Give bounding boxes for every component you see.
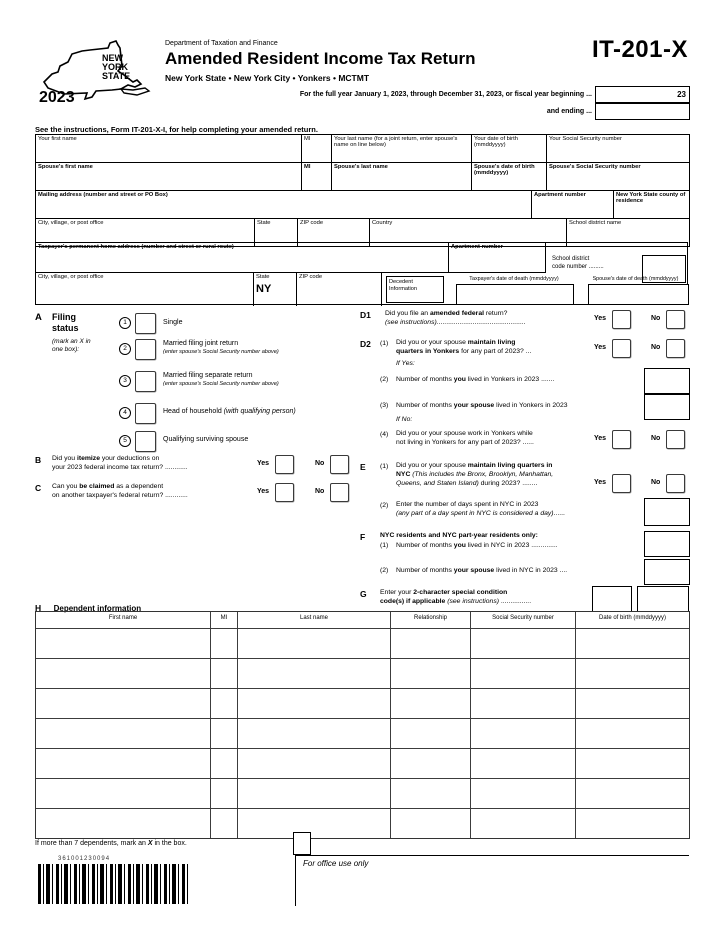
dependent-cell[interactable]: [576, 809, 689, 838]
your-dob-label: Your date of birth (mmddyyyy): [474, 136, 518, 149]
filing-option-4-label-main: Head of household: [163, 408, 224, 415]
section-e-item1-yes-checkbox[interactable]: [612, 474, 631, 493]
your-mi-label: MI: [304, 136, 311, 142]
school-code-label-line1: School district: [552, 256, 590, 262]
identification-block: [35, 134, 690, 247]
section-d2-item1-line2: quarters in Yonkers for any part of 2023? ...: [396, 348, 532, 355]
decedent-info-cell: [386, 276, 444, 303]
section-d2-item2-line: Number of months you lived in Yonkers in 2023 .......: [396, 376, 555, 383]
decedent-label-line2: Information: [389, 286, 417, 292]
permanent-address-block: [35, 242, 688, 305]
dependent-cell[interactable]: [471, 749, 576, 778]
dependent-column-header: MI: [211, 612, 238, 628]
filing-option-3-note: (enter spouse's Social Security number above): [163, 381, 279, 387]
taxpayer-dod-box[interactable]: [456, 284, 574, 305]
section-d2-item3-line: Number of months your spouse lived in Yonkers in 2023: [396, 402, 568, 409]
filing-option-3-checkbox[interactable]: [135, 371, 156, 392]
section-e-item1-line3: Queens, and Staten Island) during 2023? ........: [396, 480, 538, 487]
section-e-letter: E: [360, 462, 366, 472]
dependent-cell[interactable]: [391, 659, 471, 688]
your-last-name-input[interactable]: [332, 144, 471, 162]
section-e-item2-number: (2): [380, 502, 389, 509]
apartment2-input[interactable]: [449, 252, 545, 272]
g-special-condition-box-1[interactable]: [592, 586, 632, 612]
filing-option-3-number: 3: [119, 375, 131, 387]
filing-option-3-label: Married filing separate return: [163, 372, 253, 379]
section-c-line1: Can you be claimed as a dependent: [52, 483, 164, 490]
section-d2-if-no: If No:: [396, 416, 413, 423]
section-d2-item2-number: (2): [380, 376, 389, 383]
section-d2-item1-no-label: No: [651, 344, 661, 351]
spouse-first-name-label: Spouse's first name: [38, 164, 93, 170]
section-d1-letter: D1: [360, 310, 371, 320]
dependent-column-header: First name: [36, 612, 211, 628]
dependent-cell[interactable]: [576, 719, 689, 748]
section-d1-no-checkbox[interactable]: [666, 310, 685, 329]
dependent-cell[interactable]: [471, 659, 576, 688]
mailing-address-cell: [36, 191, 531, 218]
section-d2-item1-no-checkbox[interactable]: [666, 339, 685, 358]
dependent-cell[interactable]: [391, 779, 471, 808]
g-special-condition-box-2[interactable]: [637, 586, 689, 612]
zip2-cell: [297, 273, 382, 306]
fiscal-year-line2: and ending ...: [546, 108, 592, 115]
dependent-cell[interactable]: [36, 719, 211, 748]
section-f-item2-line: Number of months your spouse lived in NYC in 2023 ....: [396, 567, 568, 574]
dependent-cell[interactable]: [471, 809, 576, 838]
filing-option-4-label: [163, 408, 296, 415]
your-ssn-input[interactable]: [547, 144, 689, 162]
section-e-item2-line1: Enter the number of days spent in NYC in 2023: [396, 501, 539, 508]
section-d1-yes-label: Yes: [594, 315, 607, 322]
section-b-no-checkbox[interactable]: [330, 455, 349, 474]
taxpayer-dod-label: Taxpayer's date of death (mmddyyyy): [469, 276, 559, 282]
dependent-cell[interactable]: [211, 779, 238, 808]
dependent-cell[interactable]: [471, 629, 576, 658]
section-b-letter: B: [35, 455, 42, 465]
section-c-no-checkbox[interactable]: [330, 483, 349, 502]
logo-text-york: YORK: [102, 62, 129, 72]
more-dependents-note: If more than 7 dependents, mark an X in the box.: [35, 840, 187, 847]
spouse-ssn-label: Spouse's Social Security number: [549, 164, 641, 170]
section-g-line1: Enter your 2-character special condition: [380, 589, 508, 596]
dependent-cell[interactable]: [238, 629, 391, 658]
your-ssn-cell: [546, 135, 689, 162]
fiscal-end-box[interactable]: [595, 103, 690, 120]
spouse-dob-input[interactable]: [472, 172, 546, 190]
filing-option-1-number: 1: [119, 317, 131, 329]
section-d2-item4-line1: Did you or your spouse work in Yonkers while: [396, 430, 533, 437]
dependent-cell[interactable]: [211, 809, 238, 838]
dependent-row: [36, 658, 689, 688]
section-d2-item1-yes-checkbox[interactable]: [612, 339, 631, 358]
dependent-cell[interactable]: [576, 749, 689, 778]
state2-cell: [254, 273, 297, 306]
school-code-label: [552, 255, 604, 271]
more-dependents-checkbox[interactable]: [293, 832, 311, 855]
permanent-address-input[interactable]: [36, 252, 448, 272]
dependent-column-header: Last name: [238, 612, 391, 628]
row-spouse-name: [36, 162, 689, 190]
logo-text-new: NEW: [102, 53, 123, 63]
section-c-yes-label: Yes: [257, 488, 270, 495]
section-g-letter: G: [360, 589, 367, 599]
fiscal-begin-value: 23: [677, 90, 686, 99]
dependent-cell[interactable]: [576, 689, 689, 718]
filing-option-5-checkbox[interactable]: [135, 431, 156, 452]
spouse-last-name-input[interactable]: [332, 172, 471, 190]
spouse-last-name-cell: [331, 163, 471, 190]
county-cell: [613, 191, 689, 218]
filing-status-note: (mark an X in one box):: [52, 338, 91, 353]
spouse-dob-cell: [471, 163, 546, 190]
filing-status-title-line1: Filing: [52, 312, 76, 322]
country-label: Country: [372, 220, 393, 226]
city2-cell: [36, 273, 254, 306]
dependent-cell[interactable]: [211, 719, 238, 748]
dependent-cell[interactable]: [211, 689, 238, 718]
your-ssn-label: Your Social Security number: [549, 136, 622, 142]
section-b-no-label: No: [315, 460, 325, 467]
county-input[interactable]: [614, 200, 689, 218]
school-code-label-line2: code number .........: [552, 264, 604, 270]
section-d2-item3-number: (3): [380, 402, 389, 409]
filing-option-5-label: Qualifying surviving spouse: [163, 436, 249, 443]
dependent-row: [36, 808, 689, 838]
dependent-column-header: Date of birth (mmddyyyy): [598, 615, 667, 621]
your-last-name-cell: [331, 135, 471, 162]
dependent-cell[interactable]: [238, 809, 391, 838]
your-mi-input[interactable]: [302, 144, 331, 162]
your-dob-cell: [471, 135, 546, 162]
filing-option-1-label: Single: [163, 319, 183, 326]
section-e-item1-no-checkbox[interactable]: [666, 474, 685, 493]
office-use-label: For office use only: [303, 859, 369, 868]
section-e-item1-no-label: No: [651, 479, 661, 486]
filing-option-2-note: (enter spouse's Social Security number above): [163, 349, 279, 355]
section-d2-item4-line2: not living in Yonkers for any part of 2023? ......: [396, 439, 534, 446]
dependent-row: [36, 748, 689, 778]
city2-input[interactable]: [36, 282, 253, 306]
dependent-cell[interactable]: [238, 659, 391, 688]
zip-label: ZIP code: [300, 220, 324, 226]
e2-days-nyc-box[interactable]: [644, 498, 690, 526]
dependent-cell[interactable]: [211, 659, 238, 688]
apartment-label: Apartment number: [534, 192, 586, 198]
filing-option-1-checkbox[interactable]: [135, 313, 156, 334]
your-first-name-input[interactable]: [36, 144, 301, 162]
section-d2-item4-no-checkbox[interactable]: [666, 430, 685, 449]
f1-months-you-nyc-box[interactable]: [644, 531, 690, 557]
section-b-yes-checkbox[interactable]: [275, 455, 294, 474]
zip2-label: ZIP code: [299, 274, 323, 280]
spouse-mi-input[interactable]: [302, 172, 331, 190]
spouse-first-name-input[interactable]: [36, 172, 301, 190]
section-d2-letter: D2: [360, 339, 371, 349]
section-d2-item4-yes-label: Yes: [594, 435, 607, 442]
dependent-cell[interactable]: [238, 779, 391, 808]
right-question-column: [360, 303, 688, 618]
section-e-item1-number: (1): [380, 463, 389, 470]
dependent-cell[interactable]: [36, 689, 211, 718]
row-mailing-address: [36, 190, 689, 218]
permanent-address-cell: [36, 243, 449, 273]
form-title: Amended Resident Income Tax Return: [165, 49, 476, 68]
section-c-line2: on another taxpayer's federal return? ............: [52, 492, 188, 499]
section-f-item1-line: Number of months you lived in NYC in 2023 ..............: [396, 542, 558, 549]
section-d1-yes-checkbox[interactable]: [612, 310, 631, 329]
dependent-cell[interactable]: [36, 629, 211, 658]
filing-option-5-number: 5: [119, 435, 131, 447]
section-a-letter: A: [35, 312, 42, 323]
dependent-table: [35, 611, 690, 839]
section-c-no-label: No: [315, 488, 325, 495]
apartment-cell: [531, 191, 613, 218]
section-d2-item1-line1: Did you or your spouse maintain living: [396, 339, 516, 346]
dependent-row: [36, 778, 689, 808]
dependent-cell[interactable]: [238, 749, 391, 778]
barcode-number: 361001230094: [58, 856, 111, 862]
dependent-cell[interactable]: [391, 749, 471, 778]
barcode: [38, 864, 188, 904]
spouse-dob-label: Spouse's date of birth (mmddyyyy): [474, 164, 535, 177]
dependent-table-body: [36, 628, 689, 838]
form-subtitle: New York State • New York City • Yonkers • MCTMT: [165, 73, 370, 83]
section-d1-line2: (see instructions)...............................................: [385, 319, 526, 326]
section-d2-item4-yes-checkbox[interactable]: [612, 430, 631, 449]
section-d2-if-yes: If Yes:: [396, 360, 415, 367]
spouse-dod-box[interactable]: [588, 284, 689, 305]
city-label: City, village, or post office: [38, 220, 104, 226]
your-last-name-label: Your last name (for a joint return, enter spouse's name on line below): [334, 136, 458, 149]
section-d2-item4-number: (4): [380, 431, 389, 438]
state2-label: State: [256, 274, 270, 280]
section-c-letter: C: [35, 483, 42, 493]
spouse-dod-label: Spouse's date of death (mmddyyyy): [592, 276, 679, 282]
section-h-title: Dependent information: [53, 604, 142, 613]
dependent-cell[interactable]: [576, 779, 689, 808]
section-d2-item1-number: (1): [380, 340, 389, 347]
dependent-cell[interactable]: [36, 779, 211, 808]
dependent-row: [36, 688, 689, 718]
dependent-cell[interactable]: [391, 719, 471, 748]
apartment2-label: Apartment number: [451, 244, 503, 250]
section-e-item1-line2: NYC (This includes the Bronx, Brooklyn, Manhattan,: [396, 471, 554, 478]
section-e-item1-line1: Did you or your spouse maintain living quarters in: [396, 462, 553, 469]
section-b-line2: your 2023 federal income tax return? ............: [52, 464, 188, 471]
dependent-cell[interactable]: [36, 749, 211, 778]
f2-months-spouse-nyc-box[interactable]: [644, 559, 690, 585]
d2-months-spouse-yonkers-box[interactable]: [644, 394, 690, 420]
form-id: IT-201-X: [591, 36, 688, 63]
section-f-letter: F: [360, 532, 366, 542]
filing-option-2-label: Married filing joint return: [163, 340, 239, 347]
dependent-cell[interactable]: [36, 809, 211, 838]
mailing-address-label: Mailing address (number and street or PO Box): [38, 192, 168, 198]
dependent-cell[interactable]: [238, 719, 391, 748]
spouse-ssn-input[interactable]: [547, 172, 689, 190]
spouse-first-name-cell: [36, 163, 301, 190]
logo-text-state: STATE: [102, 71, 131, 81]
section-d2-item1-yes-label: Yes: [594, 344, 607, 351]
dependent-cell[interactable]: [36, 659, 211, 688]
dependent-cell[interactable]: [576, 659, 689, 688]
fiscal-begin-box[interactable]: [595, 86, 690, 103]
section-e-item2-line2: (any part of a day spent in NYC is considered a day)......: [396, 510, 565, 517]
dependent-cell[interactable]: [471, 779, 576, 808]
state2-value: NY: [256, 283, 272, 295]
filing-option-2-number: 2: [119, 343, 131, 355]
section-h-letter: H: [35, 603, 42, 613]
logo-year: 2023: [39, 89, 75, 106]
dependent-cell[interactable]: [471, 689, 576, 718]
filing-option-2-checkbox[interactable]: [135, 339, 156, 360]
spouse-ssn-cell: [546, 163, 689, 190]
spouse-mi-label: MI: [304, 164, 311, 170]
county-label: New York State county of residence: [616, 192, 686, 205]
filing-option-4-number: 4: [119, 407, 131, 419]
section-d1-line1: Did you file an amended federal return?: [385, 310, 508, 317]
spouse-mi-cell: [301, 163, 331, 190]
dependent-cell[interactable]: [391, 809, 471, 838]
your-dob-input[interactable]: [472, 144, 546, 162]
apartment-input[interactable]: [532, 200, 613, 218]
section-b-line1: Did you itemize your deductions on: [52, 455, 160, 462]
your-first-name-label: Your first name: [38, 136, 77, 142]
dependent-table-head: [36, 612, 689, 628]
section-f-item1-number: (1): [380, 542, 389, 549]
section-g-line2: code(s) if applicable (see instructions) ................: [380, 598, 532, 605]
section-d1-no-label: No: [651, 315, 661, 322]
dependent-cell[interactable]: [471, 719, 576, 748]
apartment2-cell: [449, 243, 546, 273]
filing-option-4-label-note: (with qualifying person): [223, 408, 296, 415]
dependent-cell[interactable]: [391, 629, 471, 658]
d2-months-you-yonkers-box[interactable]: [644, 368, 690, 394]
office-use-box: [295, 855, 689, 906]
your-first-name-cell: [36, 135, 301, 162]
section-e-item1-yes-label: Yes: [594, 479, 607, 486]
dependent-row: [36, 718, 689, 748]
section-d2-item4-no-label: No: [651, 435, 661, 442]
instructions-line: See the instructions, Form IT-201-X-I, for help completing your amended return.: [35, 125, 318, 134]
city2-label: City, village, or post office: [38, 274, 104, 280]
row-your-name: [36, 135, 689, 162]
your-mi-cell: [301, 135, 331, 162]
section-f-item2-number: (2): [380, 567, 389, 574]
section-c-yes-checkbox[interactable]: [275, 483, 294, 502]
section-a-filing-status: [35, 305, 363, 515]
decedent-label-line1: Decedent: [389, 279, 413, 285]
department-line: Department of Taxation and Finance: [165, 40, 278, 47]
permanent-address-label: Taxpayer's permanent home address (number and street or rural route): [38, 244, 234, 250]
spouse-last-name-label: Spouse's last name: [334, 164, 388, 170]
section-f-title: NYC residents and NYC part-year residents only:: [380, 532, 538, 539]
dependent-cell[interactable]: [576, 629, 689, 658]
dependent-column-header: Social Security number: [471, 612, 576, 628]
dependent-cell[interactable]: [211, 749, 238, 778]
fiscal-year-line1: For the full year January 1, 2023, through December 31, 2023, or fiscal year beginning ...: [299, 91, 592, 98]
mailing-address-input[interactable]: [36, 200, 531, 218]
school-district-label: School district name: [569, 220, 622, 226]
filing-status-title-line2: status: [52, 323, 79, 333]
ny-state-logo: [36, 36, 162, 108]
dependent-cell[interactable]: [391, 689, 471, 718]
dependent-cell[interactable]: [238, 689, 391, 718]
dependent-cell[interactable]: [211, 629, 238, 658]
section-b-yes-label: Yes: [257, 460, 270, 467]
dependent-column-header: Relationship: [391, 612, 471, 628]
filing-option-4-checkbox[interactable]: [135, 403, 156, 424]
state-label: State: [257, 220, 271, 226]
dependent-row: [36, 628, 689, 658]
